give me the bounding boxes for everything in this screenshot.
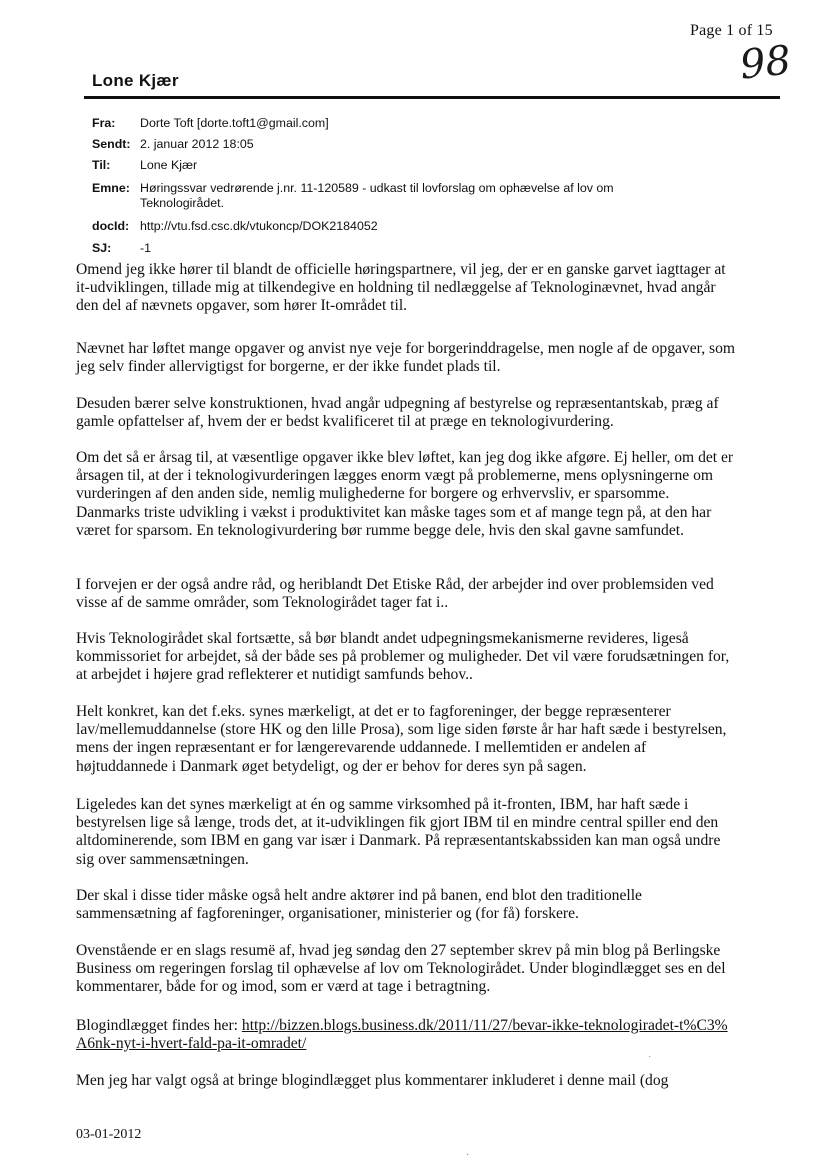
- body-paragraph: I forvejen er der også andre råd, og heriblandt Det Etiske Råd, der arbejder ind over problemsiden ved visse af de samme områder, som Teknologirådet tager fat i..: [76, 576, 714, 612]
- meta-value: http://vtu.fsd.csc.dk/vtukoncp/DOK2184052: [140, 219, 378, 233]
- meta-value: -1: [140, 241, 152, 255]
- blog-link[interactable]: http://bizzen.blogs.business.dk/2011/11/27/bevar-ikke-teknologiradet-t%C3%A6nk-nyt-i-hvert-fald-pa-it-omradet/: [76, 1017, 728, 1053]
- meta-label: SJ:: [92, 241, 112, 255]
- body-paragraph: Hvis Teknologirådet skal fortsætte, så bør blandt andet udpegningsmekanismerne revideres, ligeså kommissoriet for arbejdet, så der både ses på problemer og muligheder. Det vil være forudsætningen for, at arbejdet i højere grad reflekterer et nutidigt samfunds behov..: [76, 630, 730, 684]
- meta-value: Lone Kjær: [140, 158, 198, 172]
- body-paragraph: Der skal i disse tider måske også helt andre aktører ind på banen, end blot den traditionelle sammensætning af fagforeninger, organisationer, ministerier og (for få) forskere.: [76, 887, 642, 923]
- mailbox-owner: Lone Kjær: [92, 71, 179, 90]
- page-number: Page 1 of 15: [690, 22, 773, 39]
- body-paragraph: Omend jeg ikke hører til blandt de officielle høringspartnere, vil jeg, der er en ganske garvet iagttager at it-udviklingen, tillade mig at tilkendegive en holdning til nedlæggelse af Teknologinævnet, hvad angår den del af nævnets opgaver, som hører It-området til.: [76, 261, 726, 315]
- header-divider: [84, 96, 780, 99]
- meta-label: Fra:: [92, 116, 116, 130]
- meta-value-continued: Teknologirådet.: [140, 196, 225, 210]
- blog-link-prefix: Blogindlægget findes her:: [76, 1017, 242, 1034]
- meta-label: docId:: [92, 219, 130, 233]
- meta-label: Sendt:: [92, 137, 131, 151]
- footer-date: 03-01-2012: [76, 1127, 142, 1142]
- blog-link-paragraph: [76, 1017, 736, 1053]
- meta-value: Høringssvar vedrørende j.nr. 11-120589 - udkast til lovforslag om ophævelse af lov om: [140, 181, 614, 195]
- body-paragraph: Desuden bærer selve konstruktionen, hvad angår udpegning af bestyrelse og repræsentantskab, præg af gamle opfattelser af, hvem der er bedst kvalificeret til at præge en teknologivurdering.: [76, 395, 719, 431]
- handwritten-page-number: 98: [737, 37, 794, 89]
- meta-value: Dorte Toft [dorte.toft1@gmail.com]: [140, 116, 329, 130]
- body-paragraph: Om det så er årsag til, at væsentlige opgaver ikke blev løftet, kan jeg dog ikke afgøre. Ej heller, om det er årsagen til, at der i teknologivurderingen lægges enorm vægt på problemerne, mens oplysningerne om vurderingen af den anden side, nemlig mulighederne for borgere og erhvervsliv, er sparsomme. Danmarks triste udvikling i vækst i produktivitet kan måske tages som et af mange tegn på, at den har været for sparsom. En teknologivurdering bør rumme begge dele, hvis den skal gavne samfundet.: [76, 449, 734, 539]
- body-paragraph: Ovenstående er en slags resumë af, hvad jeg søndag den 27 september skrev på min blog på Berlingske Business om regeringen forslag til ophævelse af lov om Teknologirådet. Under blogindlægget ses en del kommentarer, både for og imod, som er værd at tage i betragtning.: [76, 942, 726, 996]
- body-paragraph: Helt konkret, kan det f.eks. synes mærkeligt, at det er to fagforeninger, der begge repræsenterer lav/mellemuddannelse (store HK og den lille Prosa), som lige siden første år har haft sæde i bestyrelsen, mens der ingen repræsentant er for længerevarende uddannede. I mellemtiden er andelen af højtuddannede i Danmark øget betydeligt, og der er behov for deres syn på sagen.: [76, 703, 727, 775]
- meta-label: Til:: [92, 158, 111, 172]
- body-paragraph: Nævnet har løftet mange opgaver og anvist nye veje for borgerinddragelse, men nogle af de opgaver, som jeg selv finder allervigtigst for borgerne, er der ikke fundet plads til.: [76, 340, 736, 376]
- body-paragraph: Men jeg har valgt også at bringe blogindlægget plus kommentarer inkluderet i denne mail (dog: [76, 1072, 669, 1089]
- scan-mark: ·: [648, 1052, 652, 1063]
- meta-label: Emne:: [92, 181, 130, 195]
- body-paragraph: Ligeledes kan det synes mærkeligt at én og samme virksomhed på it-fronten, IBM, har haft sæde i bestyrelsen lige så længe, trods det, at it-udviklingen fik gjort IBM til en mindre central spiller end den altdominerende, som IBM en gang var især i Danmark. På repræsentantskabssiden kan man også undre sig over sammensætningen.: [76, 796, 721, 868]
- scan-mark: ·: [466, 1150, 470, 1161]
- meta-value: 2. januar 2012 18:05: [140, 137, 254, 151]
